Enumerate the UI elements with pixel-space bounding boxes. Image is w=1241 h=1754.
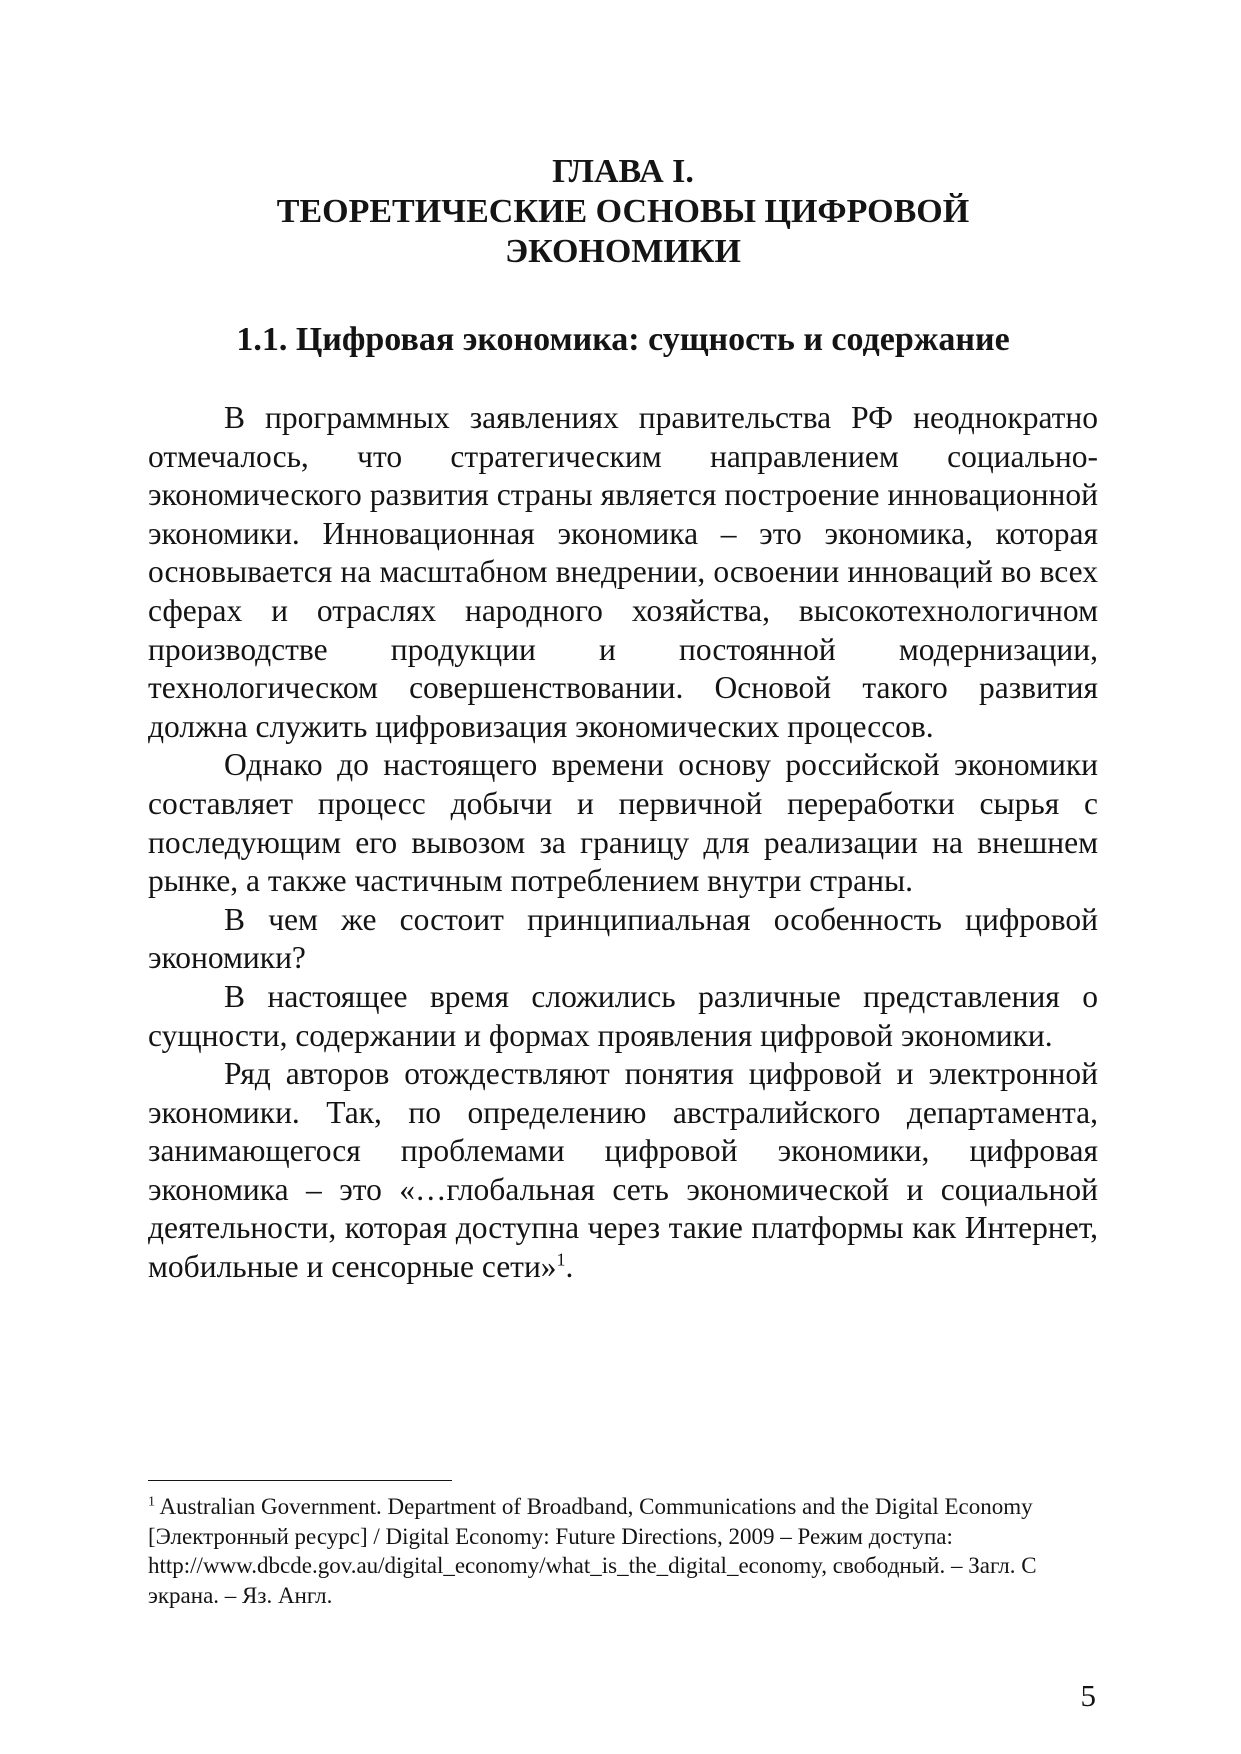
paragraph: В настоящее время сложились различные представления о сущности, содержании и формах проявления цифровой экономики.: [148, 978, 1098, 1053]
footnote: [148, 1492, 1098, 1610]
paragraph: Однако до настоящего времени основу российской экономики составляет процесс добычи и первичной переработки сырья с последующим его вывозом за границу для реализации на внешнем рынке, а также частичным потреблением внутри страны.: [148, 747, 1098, 899]
page-number: 5: [1080, 1678, 1096, 1713]
paragraph: В чем же состоит принципиальная особенность цифровой экономики?: [148, 901, 1098, 976]
chapter-title-line-2: ЭКОНОМИКИ: [505, 233, 741, 270]
footnote-marker: 1: [148, 1494, 155, 1510]
footnote-separator: [148, 1480, 452, 1481]
footnote-text: Australian Government. Department of Broadband, Communications and the Digital Economy [Электронный ресурс] / Digital Economy: Future Directions, 2009 – Режим доступа: http://www.dbcde.gov.au/digital_economy/what_is_the_digital_economy, свободный. – Загл. С экрана. – Яз. Англ.: [148, 1494, 1037, 1608]
footnote-reference: 1: [556, 1249, 566, 1270]
paragraph-end: .: [565, 1249, 574, 1285]
section-heading: 1.1. Цифровая экономика: сущность и содержание: [236, 321, 1010, 358]
body-text: [148, 399, 1098, 1287]
paragraph: В программных заявлениях правительства РФ неоднократно отмечалось, что стратегическим направлением социально-экономического развития страны является построение инновационной экономики. Инновационная экономика – это экономика, которая основывается на масштабном внедрении, освоении инноваций во всех сферах и отраслях народного хозяйства, высокотехнологичном производстве продукции и постоянной модернизации, технологическом совершенствовании. Основой такого развития должна служить цифровизация экономических процессов.: [148, 400, 1098, 744]
chapter-title-line-1: ТЕОРЕТИЧЕСКИЕ ОСНОВЫ ЦИФРОВОЙ: [276, 193, 970, 230]
chapter-number: ГЛАВА I.: [552, 153, 694, 190]
paragraph-text: Ряд авторов отождествляют понятия цифровой и электронной экономики. Так, по определению австралийского департамента, занимающегося проблемами цифровой экономики, цифровая экономика – это «…глобальная сеть экономической и социальной деятельности, которая доступна через такие платформы как Интернет, мобильные и сенсорные сети»: [148, 1056, 1098, 1285]
paragraph-with-footnote: [148, 1055, 1098, 1287]
chapter-heading: [148, 152, 1098, 272]
